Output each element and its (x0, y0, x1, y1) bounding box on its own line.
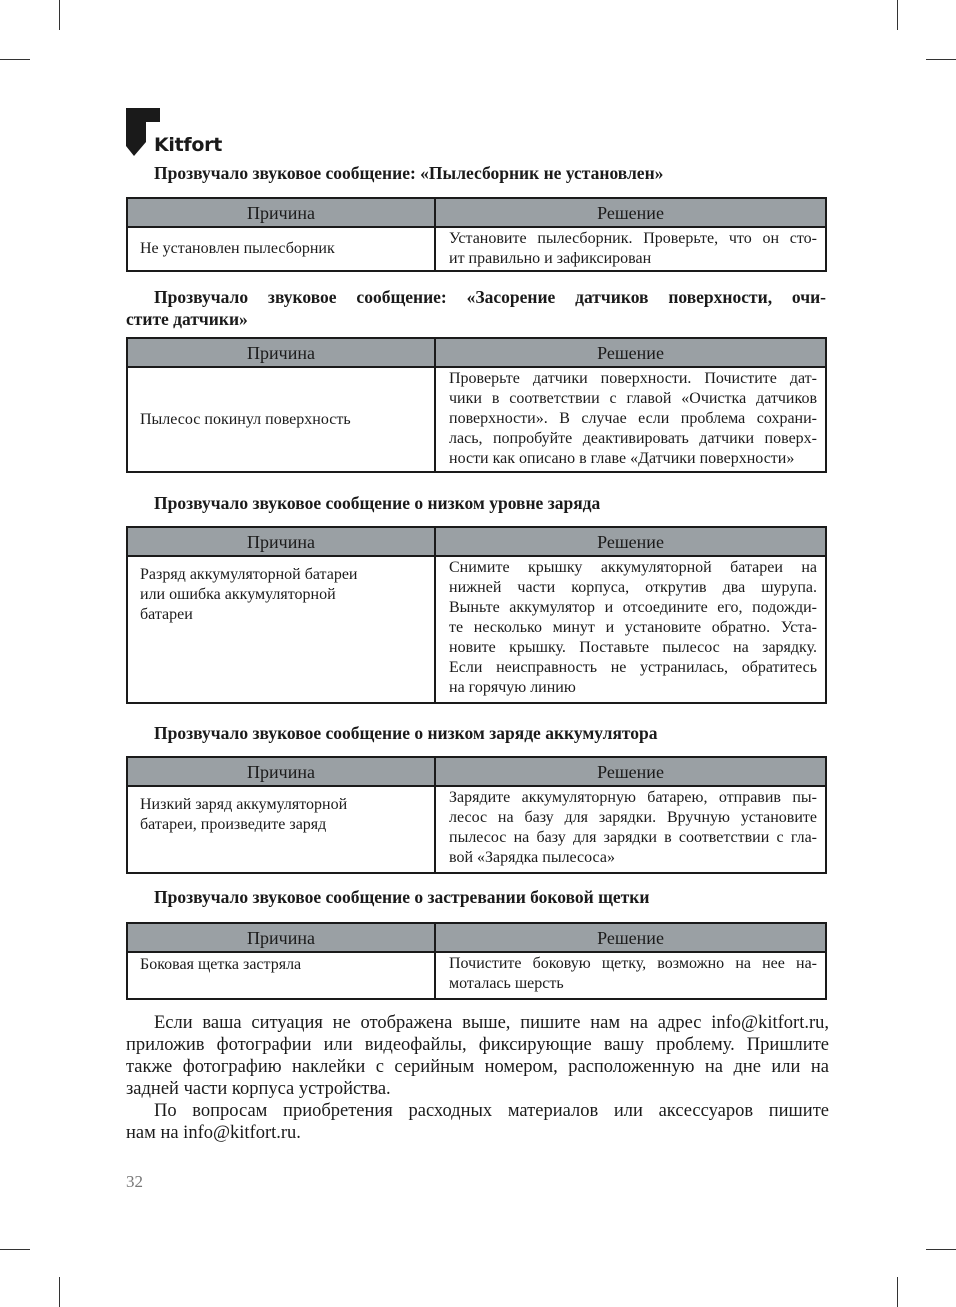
heading-line: Прозвучало звуковое сообщение о низком уровне заряда (154, 493, 601, 513)
crop-mark (59, 1277, 60, 1307)
crop-mark (897, 1277, 898, 1307)
text-line: на горячую линию (449, 679, 576, 696)
cause-cell (127, 556, 435, 703)
text-line: лесос на базу для зарядки. Вручную установите (449, 809, 817, 826)
header-cause: Причина (127, 757, 435, 786)
solution-cell (435, 367, 826, 472)
text-line: Установите пылесборник. Проверьте, что он сто- (449, 230, 817, 247)
crop-mark (0, 59, 30, 60)
paragraph-line: нам на info@kitfort.ru. (126, 1123, 301, 1143)
cause-cell (127, 367, 435, 472)
header-cause: Причина (127, 338, 435, 367)
paragraph-line: Если ваша ситуация не отображена выше, пишите нам на адрес info@kitfort.ru, (154, 1013, 829, 1033)
section-heading (126, 162, 826, 184)
heading-line: Прозвучало звуковое сообщение о застревании боковой щетки (154, 887, 650, 907)
text-line: Выньте аккумулятор и отсоедините его, подожди- (449, 599, 817, 616)
paragraph-line: По вопросам приобретения расходных материалов или аксессуаров пишите (154, 1101, 829, 1121)
section-heading (126, 886, 826, 908)
text-line: Снимите крышку аккумуляторной батареи на (449, 559, 817, 576)
text-line: нижней части корпуса, открутив два шурупа. (449, 579, 817, 596)
heading-line: Прозвучало звуковое сообщение: «Пылесборник не установлен» (154, 163, 664, 183)
text-line: Не установлен пылесборник (140, 240, 335, 257)
cause-cell (127, 227, 435, 271)
header-solution: Решение (435, 198, 826, 227)
crop-mark (926, 1249, 956, 1250)
text-line: батареи, произведите заряд (140, 816, 327, 833)
text-line: чики в соответствии с главой «Очистка датчиков (449, 390, 817, 407)
paragraph-line: также фотографию наклейки с серийным номером, расположенную на дне или на (126, 1057, 829, 1077)
solution-cell (435, 952, 826, 999)
text-line: Боковая щетка застряла (140, 956, 302, 973)
troubleshooting-table (126, 922, 827, 1000)
cause-cell (127, 952, 435, 999)
heading-line: Прозвучало звуковое сообщение: «Засорение датчиков поверхности, очи- (154, 287, 826, 307)
text-line: или ошибка аккумуляторной (140, 586, 336, 603)
crop-mark (897, 0, 898, 30)
troubleshooting-table (126, 526, 827, 704)
text-line: ности как описано в главе «Датчики поверхности» (449, 450, 795, 467)
text-line: вой «Зарядка пылесоса» (449, 849, 615, 866)
page-number: 32 (126, 1172, 143, 1191)
text-line: Если неисправность не устранилась, обратитесь (449, 659, 817, 676)
troubleshooting-table (126, 337, 827, 473)
heading-line: Прозвучало звуковое сообщение о низком заряде аккумулятора (154, 723, 658, 743)
solution-cell (435, 786, 826, 873)
section-heading (126, 286, 826, 330)
text-line: лась, попробуйте деактивировать датчики поверх- (449, 430, 817, 447)
header-solution: Решение (435, 757, 826, 786)
text-line: новите крышку. Поставьте пылесос на зарядку. (449, 639, 817, 656)
solution-cell (435, 227, 826, 271)
crop-mark (926, 59, 956, 60)
paragraph-line: задней части корпуса устройства. (126, 1079, 391, 1099)
body-paragraph (126, 1100, 829, 1144)
text-line: ит правильно и зафиксирован (449, 250, 652, 267)
text-line: пылесос на базу для зарядки в соответствии с гла- (449, 829, 817, 846)
text-line: Низкий заряд аккумуляторной (140, 796, 348, 813)
section-heading (126, 722, 826, 744)
troubleshooting-table (126, 756, 827, 874)
header-solution: Решение (435, 338, 826, 367)
solution-cell (435, 556, 826, 703)
text-line: моталась шерсть (449, 975, 564, 992)
text-line: те несколько минут и установите обратно. Уста- (449, 619, 817, 636)
paragraph-line: приложив фотографии или видеофайлы, фиксирующие вашу проблему. Пришлите (126, 1035, 829, 1055)
text-line: батареи (140, 606, 193, 623)
troubleshooting-table (126, 197, 827, 272)
text-line: Разряд аккумуляторной батареи (140, 566, 358, 583)
text-line: Пылесос покинул поверхность (140, 410, 351, 428)
header-solution: Решение (435, 527, 826, 556)
text-line: Проверьте датчики поверхности. Почистите дат- (449, 370, 817, 387)
crop-mark (59, 0, 60, 30)
crop-mark (0, 1249, 30, 1250)
cause-cell (127, 786, 435, 873)
text-line: поверхности». В случае если проблема сохрани- (449, 410, 817, 427)
header-cause: Причина (127, 198, 435, 227)
section-heading (126, 492, 826, 514)
header-cause: Причина (127, 923, 435, 952)
text-line: Зарядите аккумуляторную батарею, отправив пы- (449, 789, 817, 806)
heading-line: стите датчики» (126, 309, 248, 329)
header-cause: Причина (127, 527, 435, 556)
text-line: Почистите боковую щетку, возможно на нее на- (449, 955, 817, 972)
brand-name: Kitfort (154, 134, 222, 156)
header-solution: Решение (435, 923, 826, 952)
body-paragraph (126, 1012, 829, 1100)
